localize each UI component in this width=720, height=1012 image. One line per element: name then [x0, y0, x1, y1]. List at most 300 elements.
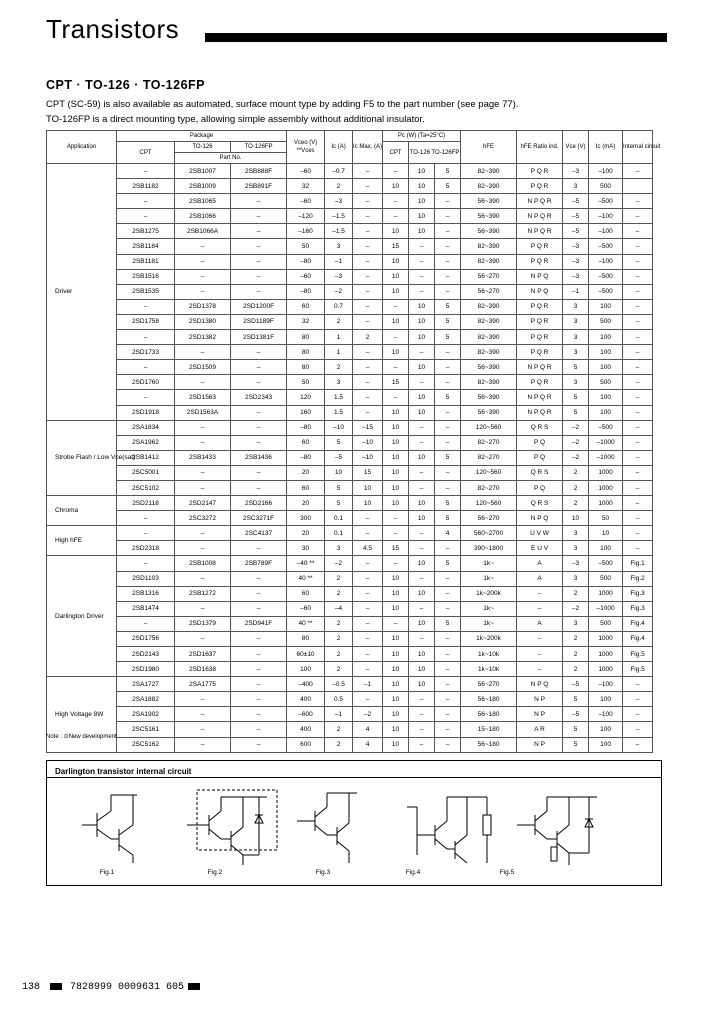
table-cell: 1k~10k — [461, 662, 517, 677]
footer-block-mark-2 — [188, 983, 200, 990]
table-cell: 1k~ — [461, 571, 517, 586]
table-row — [47, 450, 653, 465]
table-cell: 10 — [409, 194, 435, 209]
table-cell: – — [231, 647, 287, 662]
table-cell: 15~180 — [461, 722, 517, 737]
table-cell: 3 — [563, 616, 589, 631]
table-row — [47, 330, 653, 345]
table-cell: P Q R — [517, 164, 563, 179]
table-cell: – — [383, 209, 409, 224]
table-cell: 10 — [409, 616, 435, 631]
table-cell: 10 — [383, 601, 409, 616]
table-cell: 10 — [383, 435, 409, 450]
table-cell: 100 — [287, 662, 325, 677]
table-row — [47, 224, 653, 239]
header-part-no: Part No. — [175, 153, 287, 164]
table-row — [47, 496, 653, 511]
table-cell: 5 — [435, 330, 461, 345]
table-cell: – — [409, 254, 435, 269]
table-cell: 2 — [563, 631, 589, 646]
table-cell: –5 — [563, 677, 589, 692]
table-cell: N P Q — [517, 284, 563, 299]
table-cell: – — [353, 511, 383, 526]
table-cell: – — [231, 601, 287, 616]
table-cell: –100 — [589, 224, 623, 239]
table-cell: 2SA1902 — [117, 707, 175, 722]
header-icmax: Ic Max. (A) — [353, 131, 383, 164]
header-vceo-label: Vceo (V) — [293, 140, 318, 146]
table-cell: 2SD1756 — [117, 631, 175, 646]
header-to126: TO-126 — [175, 142, 231, 153]
table-cell: 2 — [325, 662, 353, 677]
table-cell: 2SB1316 — [117, 586, 175, 601]
table-row — [47, 511, 653, 526]
table-row — [47, 662, 653, 677]
table-cell: – — [409, 345, 435, 360]
table-cell: – — [383, 511, 409, 526]
table-cell: 3 — [563, 541, 589, 556]
table-cell: – — [353, 299, 383, 314]
table-cell: Q R S — [517, 496, 563, 511]
header-application: Application — [47, 131, 117, 164]
table-cell: 2 — [563, 496, 589, 511]
table-cell: N P Q R — [517, 390, 563, 405]
table-cell: – — [623, 526, 653, 541]
table-cell: – — [435, 254, 461, 269]
table-cell: – — [409, 375, 435, 390]
table-cell: 82~390 — [461, 179, 517, 194]
table-cell: 500 — [589, 314, 623, 329]
table-cell: –3 — [325, 269, 353, 284]
table-cell: –3 — [563, 239, 589, 254]
table-cell: 60 — [287, 435, 325, 450]
darlington-circuit-box — [46, 760, 662, 886]
table-cell: – — [409, 707, 435, 722]
table-cell: – — [353, 209, 383, 224]
table-cell: 1 — [325, 330, 353, 345]
table-cell: – — [383, 330, 409, 345]
table-row — [47, 179, 653, 194]
header-package: Package — [117, 131, 287, 142]
table-cell: – — [353, 164, 383, 179]
table-cell: – — [231, 209, 287, 224]
table-cell: – — [435, 465, 461, 480]
table-cell: 100 — [589, 405, 623, 420]
table-row — [47, 194, 653, 209]
table-cell: 2SB1184 — [117, 239, 175, 254]
table-cell: –2 — [563, 450, 589, 465]
table-cell: – — [353, 254, 383, 269]
table-cell: 56~390 — [461, 224, 517, 239]
page-number: 138 — [22, 982, 41, 993]
table-cell: 56~390 — [461, 360, 517, 375]
table-cell: Fig.1 — [623, 556, 653, 571]
table-row — [47, 390, 653, 405]
table-cell: –80 — [287, 254, 325, 269]
table-cell: – — [353, 375, 383, 390]
table-cell: Fig.5 — [623, 647, 653, 662]
table-cell: – — [435, 631, 461, 646]
table-cell: 2 — [563, 662, 589, 677]
table-row — [47, 345, 653, 360]
table-cell: –500 — [589, 556, 623, 571]
table-cell: 5 — [563, 737, 589, 752]
table-cell: – — [353, 224, 383, 239]
table-cell: 10 — [409, 511, 435, 526]
table-cell: – — [517, 586, 563, 601]
table-row — [47, 360, 653, 375]
table-cell: 3 — [325, 541, 353, 556]
table-cell: – — [353, 194, 383, 209]
table-cell: Fig.4 — [623, 616, 653, 631]
table-cell: – — [175, 239, 231, 254]
spec-table-body — [47, 164, 653, 753]
table-cell: – — [409, 571, 435, 586]
table-cell: N P Q — [517, 511, 563, 526]
table-cell: 2SD1382 — [175, 330, 231, 345]
table-cell: 2SD1918 — [117, 405, 175, 420]
table-cell: –10 — [353, 450, 383, 465]
table-cell: 10 — [409, 299, 435, 314]
table-cell: 82~390 — [461, 330, 517, 345]
table-cell: –1 — [353, 677, 383, 692]
table-cell: –3 — [563, 254, 589, 269]
table-cell: 2 — [325, 616, 353, 631]
table-cell: 10 — [409, 647, 435, 662]
table-cell: – — [175, 722, 231, 737]
table-cell: 60±10 — [287, 647, 325, 662]
table-cell: – — [117, 616, 175, 631]
table-cell: – — [623, 722, 653, 737]
table-cell: – — [231, 737, 287, 752]
page-title: Transistors — [46, 14, 180, 44]
table-cell: 2SD2166 — [231, 496, 287, 511]
table-cell: 2SB1008 — [175, 556, 231, 571]
table-cell: – — [175, 526, 231, 541]
table-cell: 40 ** — [287, 616, 325, 631]
table-cell: 2SD1760 — [117, 375, 175, 390]
table-cell: – — [353, 692, 383, 707]
table-row — [47, 435, 653, 450]
table-cell: P Q R — [517, 179, 563, 194]
table-cell: – — [623, 209, 653, 224]
table-cell: 2SD1509 — [175, 360, 231, 375]
table-cell: Fig.5 — [623, 662, 653, 677]
table-cell: – — [623, 224, 653, 239]
table-cell: 15 — [383, 375, 409, 390]
table-cell: Fig.3 — [623, 601, 653, 616]
table-cell: – — [623, 330, 653, 345]
table-cell: – — [175, 284, 231, 299]
table-cell: 5 — [325, 480, 353, 495]
table-cell: 0.5 — [325, 692, 353, 707]
table-cell: –40 ** — [287, 556, 325, 571]
table-cell: 15 — [383, 239, 409, 254]
table-cell: 50 — [589, 511, 623, 526]
table-cell: 3 — [563, 179, 589, 194]
table-row — [47, 526, 653, 541]
table-cell: – — [353, 631, 383, 646]
table-cell: – — [231, 571, 287, 586]
table-cell: –0.5 — [325, 677, 353, 692]
table-cell: 20 — [287, 526, 325, 541]
table-cell: – — [383, 194, 409, 209]
table-cell: 2SB1433 — [175, 450, 231, 465]
table-cell: –100 — [589, 677, 623, 692]
table-cell: 10 — [383, 465, 409, 480]
header-vceo — [287, 131, 325, 164]
table-cell: 10 — [589, 526, 623, 541]
table-cell: 20 — [287, 465, 325, 480]
table-cell: – — [383, 390, 409, 405]
table-cell: 2SA1727 — [117, 677, 175, 692]
table-cell: – — [117, 390, 175, 405]
table-cell: Fig.4 — [623, 631, 653, 646]
table-cell: 4 — [435, 526, 461, 541]
header-vces-label: **Vces — [296, 148, 315, 154]
table-cell: – — [517, 647, 563, 662]
table-cell: 50 — [287, 375, 325, 390]
table-cell: 100 — [589, 541, 623, 556]
table-cell: 1000 — [589, 631, 623, 646]
table-cell: – — [231, 239, 287, 254]
table-cell: – — [409, 737, 435, 752]
page-footer — [22, 982, 200, 993]
table-cell: 2SD2118 — [117, 496, 175, 511]
table-cell: – — [623, 405, 653, 420]
table-row — [47, 209, 653, 224]
table-cell: 120~560 — [461, 465, 517, 480]
table-cell: 10 — [353, 496, 383, 511]
application-group-label: High Voltage 8W — [47, 677, 117, 752]
table-cell: – — [353, 405, 383, 420]
table-cell: – — [623, 511, 653, 526]
table-cell: 2 — [563, 647, 589, 662]
table-cell: – — [409, 722, 435, 737]
table-cell: 160 — [287, 405, 325, 420]
table-cell: 1000 — [589, 586, 623, 601]
table-cell: – — [175, 269, 231, 284]
table-cell: –5 — [563, 194, 589, 209]
table-cell: 500 — [589, 616, 623, 631]
application-group-label: Darlington Driver — [47, 556, 117, 677]
table-cell: 2SD1638 — [175, 662, 231, 677]
table-cell: 100 — [589, 692, 623, 707]
table-cell: – — [623, 435, 653, 450]
table-cell: –2 — [563, 435, 589, 450]
header-rank: hFE Ratio ind. — [517, 131, 563, 164]
table-cell: 2 — [353, 330, 383, 345]
table-cell: – — [435, 662, 461, 677]
table-cell: – — [353, 571, 383, 586]
table-cell: –1 — [325, 254, 353, 269]
table-cell: 2SD1980 — [117, 662, 175, 677]
table-cell: – — [175, 692, 231, 707]
table-cell: 2SC3272 — [175, 511, 231, 526]
table-cell: –1.5 — [325, 209, 353, 224]
table-cell: 2SD2147 — [175, 496, 231, 511]
table-row — [47, 405, 653, 420]
table-cell: – — [623, 450, 653, 465]
table-cell: 100 — [589, 360, 623, 375]
table-cell: 2SC5001 — [117, 465, 175, 480]
table-cell: 600 — [287, 737, 325, 752]
table-cell: 5 — [563, 722, 589, 737]
table-cell: 10 — [409, 405, 435, 420]
table-cell: – — [353, 662, 383, 677]
table-cell: 15 — [353, 465, 383, 480]
table-cell: – — [353, 284, 383, 299]
table-cell: 10 — [383, 314, 409, 329]
table-cell: 2SB1474 — [117, 601, 175, 616]
table-cell: 500 — [589, 571, 623, 586]
table-cell: N P Q — [517, 677, 563, 692]
table-cell: N P — [517, 692, 563, 707]
table-cell: 1000 — [589, 480, 623, 495]
table-cell: 2SD1378 — [175, 299, 231, 314]
table-cell: 10 — [409, 496, 435, 511]
table-cell: U V W — [517, 526, 563, 541]
table-cell: – — [353, 586, 383, 601]
table-cell: – — [231, 269, 287, 284]
table-cell: E U V — [517, 541, 563, 556]
table-cell: 56~270 — [461, 284, 517, 299]
table-cell: 30 — [287, 541, 325, 556]
table-row — [47, 647, 653, 662]
fig3-circuit-diagram — [297, 785, 397, 865]
table-cell: – — [383, 360, 409, 375]
table-cell: 2SC5102 — [117, 480, 175, 495]
table-cell: –80 — [287, 450, 325, 465]
table-cell: – — [435, 586, 461, 601]
table-cell: 2 — [325, 571, 353, 586]
table-cell: 10 — [409, 164, 435, 179]
table-cell: – — [623, 239, 653, 254]
fig5-label: Fig.5 — [499, 869, 515, 876]
table-cell: – — [231, 194, 287, 209]
table-cell: 10 — [409, 314, 435, 329]
table-cell: 2SA1962 — [117, 435, 175, 450]
table-cell: – — [623, 420, 653, 435]
table-cell: – — [353, 616, 383, 631]
table-cell: P Q R — [517, 299, 563, 314]
table-cell: – — [353, 345, 383, 360]
table-cell: N P — [517, 737, 563, 752]
table-cell: 4 — [353, 722, 383, 737]
table-row — [47, 465, 653, 480]
table-cell: –0.7 — [325, 164, 353, 179]
table-cell: 1k~ — [461, 601, 517, 616]
table-cell: A R — [517, 722, 563, 737]
table-row — [47, 677, 653, 692]
fig5-circuit-diagram — [517, 785, 617, 865]
table-cell: 2SB1182 — [117, 179, 175, 194]
table-cell: – — [435, 405, 461, 420]
table-cell: – — [175, 601, 231, 616]
table-cell: 400 — [287, 722, 325, 737]
table-cell: – — [231, 586, 287, 601]
table-cell: 5 — [563, 692, 589, 707]
table-cell: – — [435, 692, 461, 707]
table-cell: – — [353, 526, 383, 541]
table-cell: 2SD2318 — [117, 541, 175, 556]
table-cell: – — [409, 692, 435, 707]
table-cell: – — [435, 194, 461, 209]
table-cell: 82~270 — [461, 435, 517, 450]
table-cell: –500 — [589, 284, 623, 299]
table-cell: 2 — [325, 360, 353, 375]
table-row — [47, 571, 653, 586]
table-cell: –10 — [353, 435, 383, 450]
footer-code: 7828999 0009631 605 — [70, 982, 185, 993]
table-cell: 10 — [409, 677, 435, 692]
table-cell: – — [175, 571, 231, 586]
table-cell: –500 — [589, 239, 623, 254]
table-cell: 100 — [589, 722, 623, 737]
table-cell: 2 — [325, 179, 353, 194]
table-cell: 4.5 — [353, 541, 383, 556]
table-cell: 1k~10k — [461, 647, 517, 662]
table-cell: –60 — [287, 194, 325, 209]
table-cell: 2SB1066 — [175, 209, 231, 224]
table-cell — [623, 179, 653, 194]
table-cell: N P Q R — [517, 360, 563, 375]
table-cell: – — [231, 284, 287, 299]
table-cell: –1000 — [589, 435, 623, 450]
table-cell: P Q — [517, 450, 563, 465]
table-cell: 50 — [287, 239, 325, 254]
table-cell: 10 — [383, 450, 409, 465]
table-cell: 2 — [325, 737, 353, 752]
table-cell: – — [623, 314, 653, 329]
table-cell: – — [231, 405, 287, 420]
table-cell: 2SC5161 — [117, 722, 175, 737]
table-cell: – — [175, 707, 231, 722]
table-cell: – — [435, 420, 461, 435]
table-cell: 10 — [409, 330, 435, 345]
table-cell: – — [175, 254, 231, 269]
table-cell: 3 — [563, 330, 589, 345]
table-cell: 100 — [589, 390, 623, 405]
circuit-title: Darlington transistor internal circuit — [55, 767, 192, 776]
table-cell: 32 — [287, 179, 325, 194]
table-cell: 500 — [589, 179, 623, 194]
table-row — [47, 556, 653, 571]
table-cell: – — [175, 480, 231, 495]
table-cell: 10 — [383, 284, 409, 299]
table-cell: 2SB1009 — [175, 179, 231, 194]
table-cell: – — [435, 601, 461, 616]
table-cell: –80 — [287, 420, 325, 435]
circuit-title-rule — [47, 777, 661, 778]
table-cell: – — [623, 345, 653, 360]
table-cell: P Q R — [517, 239, 563, 254]
table-cell: 3 — [563, 375, 589, 390]
table-cell: – — [231, 375, 287, 390]
table-cell: 2 — [563, 586, 589, 601]
table-cell: – — [231, 677, 287, 692]
table-cell: 1.5 — [325, 405, 353, 420]
table-cell: P Q — [517, 480, 563, 495]
table-cell: 2SD1380 — [175, 314, 231, 329]
table-cell: 20 — [287, 496, 325, 511]
table-row — [47, 692, 653, 707]
table-cell: 2 — [325, 314, 353, 329]
application-group-label: High hFE — [47, 526, 117, 556]
table-cell: 2 — [325, 647, 353, 662]
table-cell: 10 — [383, 420, 409, 435]
table-cell: –3 — [563, 164, 589, 179]
